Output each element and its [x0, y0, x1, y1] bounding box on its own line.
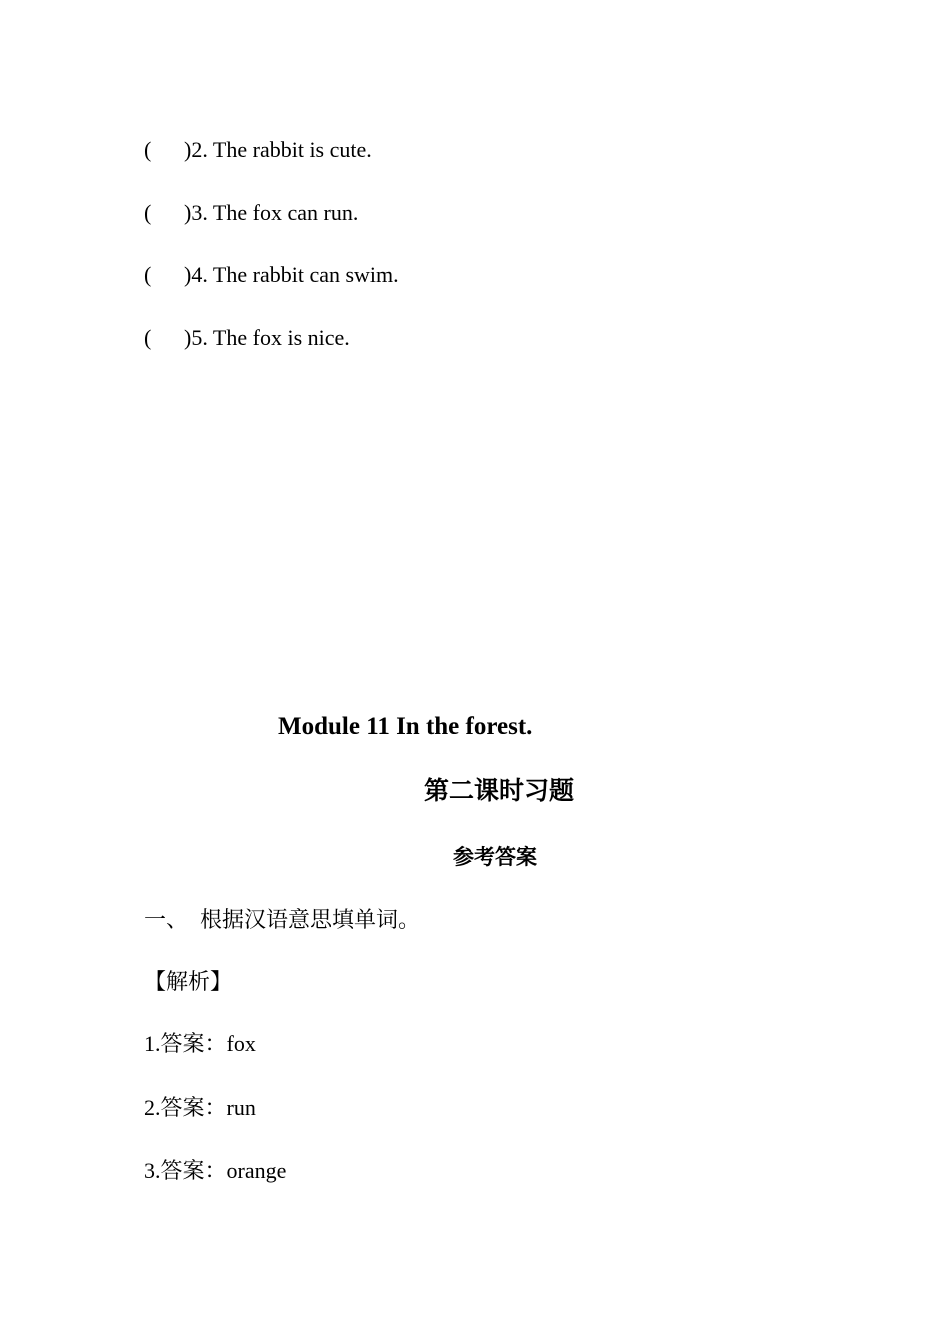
question-item-2 [144, 136, 744, 164]
question-sentence: 4. The rabbit can swim. [191, 262, 399, 287]
reference-answers-title: 参考答案 [453, 845, 537, 869]
answer-blank-open: ( [144, 325, 152, 350]
question-sentence: 3. The fox can run. [191, 200, 359, 225]
answer-line: 2.答案：run [144, 1095, 256, 1120]
answer-blank-close: ) [184, 325, 192, 350]
answer-blank-close: ) [184, 200, 192, 225]
answer-blank-close: ) [184, 262, 192, 287]
question-sentence: 2. The rabbit is cute. [191, 137, 372, 162]
answer-line: 3.答案：orange [144, 1158, 287, 1183]
question-sentence: 5. The fox is nice. [191, 325, 350, 350]
answer-line: 1.答案：fox [144, 1031, 256, 1056]
question-text [184, 136, 372, 164]
question-text [184, 324, 350, 352]
question-item-4 [144, 261, 744, 289]
answer-blank-close: ) [184, 137, 192, 162]
question-text [184, 199, 358, 227]
question-text [184, 261, 399, 289]
section-title: 根据汉语意思填单词。 [200, 907, 421, 932]
answer-blank-open: ( [144, 200, 152, 225]
module-title: Module 11 In the forest. [278, 713, 533, 740]
section-heading [144, 906, 420, 934]
section-number: 一、 [144, 907, 189, 932]
answer-blank-open: ( [144, 137, 152, 162]
question-item-3 [144, 199, 744, 227]
analysis-label: 【解析】 [144, 969, 233, 994]
answer-blank-open: ( [144, 262, 152, 287]
lesson-title: 第二课时习题 [424, 778, 575, 805]
question-item-5 [144, 324, 744, 352]
